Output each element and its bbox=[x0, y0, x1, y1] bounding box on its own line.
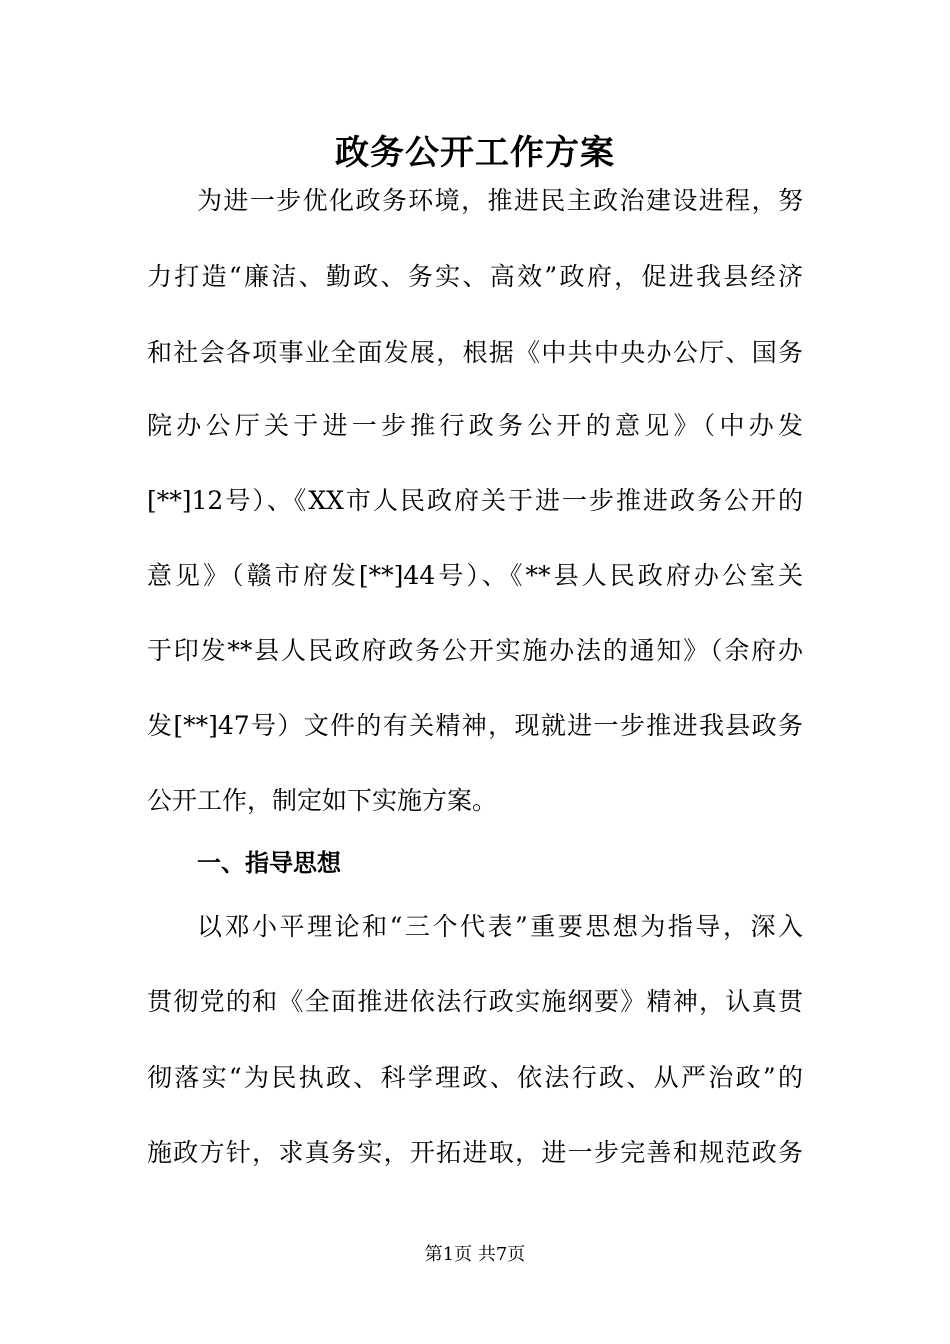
paragraph-line: 施政方针，求真务实，开拓进取，进一步完善和规范政务 bbox=[147, 1138, 803, 1167]
page-number-footer: 第1页 共7页 bbox=[424, 1244, 526, 1265]
paragraph-line: [**]12号）、《XX市人民政府关于进一步推进政务公开的 bbox=[147, 486, 803, 515]
paragraph-line: 为进一步优化政务环境，推进民主政治建设进程，努 bbox=[197, 186, 803, 215]
paragraph-line: 发[**]47号）文件的有关精神，现就进一步推进我县政务 bbox=[147, 711, 803, 740]
paragraph-line: 意见》（赣市府发[**]44号）、《**县人民政府办公室关 bbox=[147, 561, 803, 590]
paragraph-line: 彻落实“为民执政、科学理政、依法行政、从严治政”的 bbox=[147, 1063, 803, 1092]
paragraph-line: 于印发**县人民政府政务公开实施办法的通知》（余府办 bbox=[147, 636, 803, 665]
paragraph-line: 院办公厅关于进一步推行政务公开的意见》（中办发 bbox=[147, 411, 803, 440]
document-title: 政务公开工作方案 bbox=[335, 133, 615, 173]
section-heading: 一、指导思想 bbox=[197, 849, 341, 877]
paragraph-line: 力打造“廉洁、勤政、务实、高效”政府，促进我县经济 bbox=[147, 262, 803, 291]
paragraph-line: 贯彻党的和《全面推进依法行政实施纲要》精神，认真贯 bbox=[147, 987, 803, 1016]
paragraph-line: 和社会各项事业全面发展，根据《中共中央办公厅、国务 bbox=[147, 338, 803, 367]
paragraph-line: 以邓小平理论和“三个代表”重要思想为指导，深入 bbox=[197, 912, 803, 941]
paragraph-line: 公开工作，制定如下实施方案。 bbox=[147, 786, 498, 815]
